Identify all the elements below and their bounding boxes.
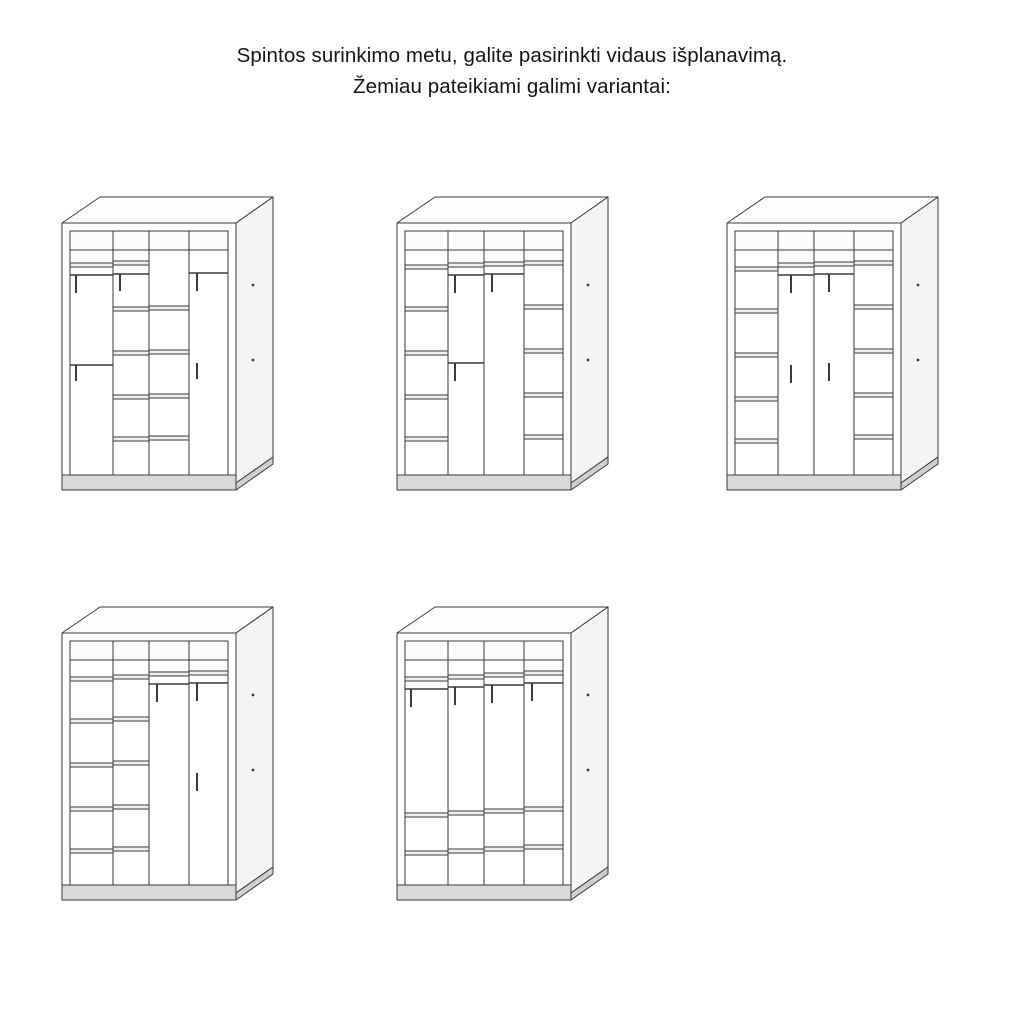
wardrobe-drawing-3 [705,175,975,515]
wardrobe-drawing-1 [40,175,310,515]
wardrobe-drawing-5 [375,585,645,925]
wardrobe-variant-5 [375,585,645,925]
page-title [0,40,1024,102]
wardrobe-variant-2 [375,175,645,515]
wardrobe-drawing-4 [40,585,310,925]
wardrobe-variant-1 [40,175,310,515]
wardrobe-variant-4 [40,585,310,925]
wardrobe-variant-3 [705,175,975,515]
page-title-line-1: Spintos surinkimo metu, galite pasirinkti vidaus išplanavimą. [236,44,788,67]
page-title-line-2: Žemiau pateikiami galimi variantai: [353,75,671,98]
wardrobe-drawing-2 [375,175,645,515]
